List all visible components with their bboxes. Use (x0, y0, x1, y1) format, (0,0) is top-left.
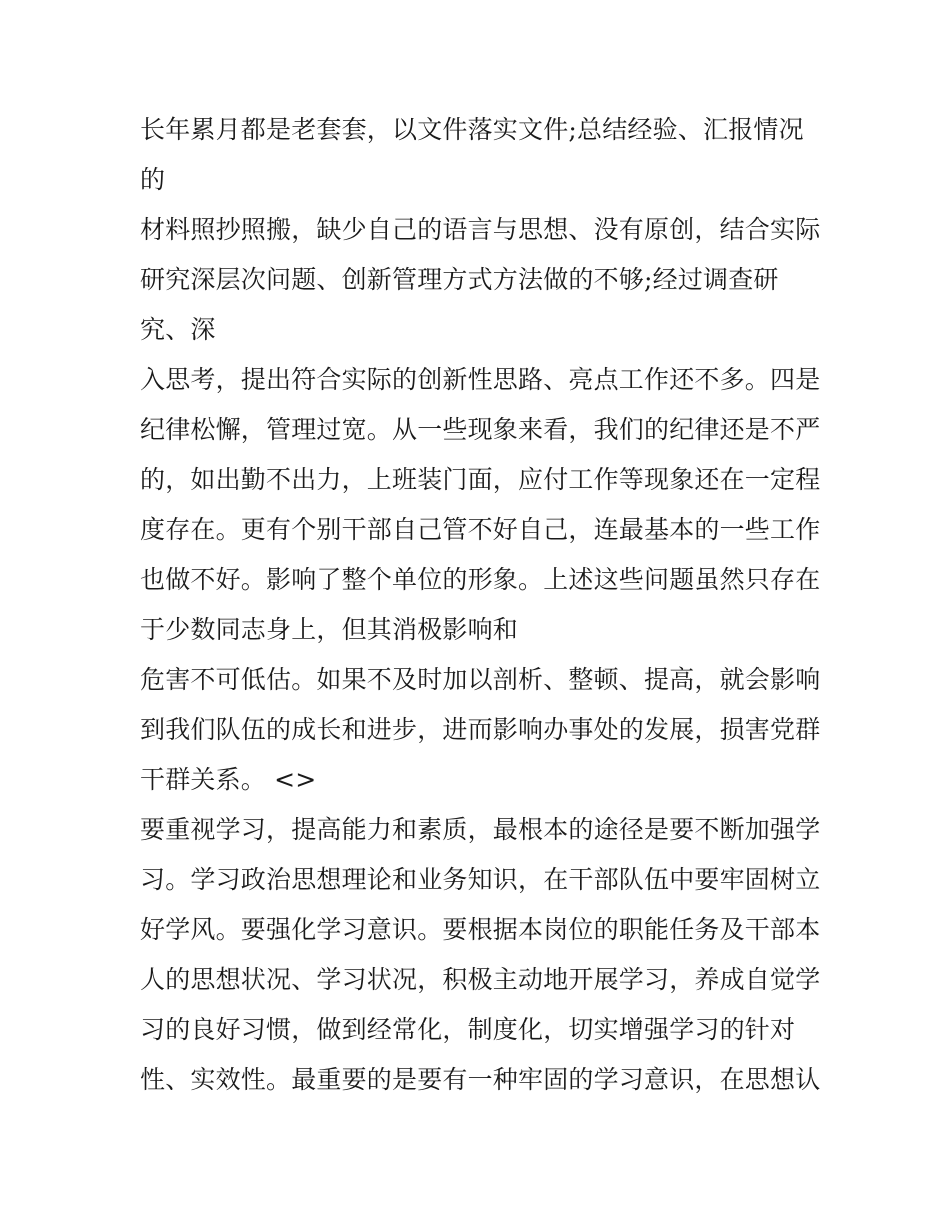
text-line: 纪律松懈，管理过宽。从一些现象来看，我们的纪律还是不严 (140, 415, 821, 444)
text-line: 长年累月都是老套套，以文件落实文件;总结经验、汇报情况 (140, 115, 804, 144)
text-line: 危害不可低估。如果不及时加以剖析、整顿、提高，就会影响 (140, 665, 821, 694)
text-line: 究、深 (140, 315, 216, 344)
text-line: 到我们队伍的成长和进步，进而影响办事处的发展，损害党群 (140, 715, 821, 744)
text-line: 性、实效性。最重要的是要有一种牢固的学习意识，在思想认 (140, 1065, 821, 1094)
text-line: 也做不好。影响了整个单位的形象。上述这些问题虽然只存在 (140, 565, 821, 594)
text-line: 的 (140, 165, 166, 194)
text-line: 习的良好习惯，做到经常化，制度化，切实增强学习的针对 (140, 1015, 796, 1044)
text-line: 干群关系。 <> (140, 765, 317, 794)
text-line: 的，如出勤不出力，上班装门面，应付工作等现象还在一定程 (140, 465, 821, 494)
text-line: 入思考，提出符合实际的创新性思路、亮点工作还不多。四是 (140, 365, 821, 394)
text-line: 习。学习政治思想理论和业务知识，在干部队伍中要牢固树立 (140, 865, 821, 894)
text-line: 材料照抄照搬，缺少自己的语言与思想、没有原创，结合实际 (140, 215, 821, 244)
text-line: 好学风。要强化学习意识。要根据本岗位的职能任务及干部本 (140, 915, 821, 944)
text-line: 于少数同志身上，但其消极影响和 (140, 615, 519, 644)
text-line: 要重视学习，提高能力和素质，最根本的途径是要不断加强学 (140, 815, 821, 844)
text-line: 度存在。更有个别干部自己管不好自己，连最基本的一些工作 (140, 515, 821, 544)
text-line: 人的思想状况、学习状况，积极主动地开展学习，养成自觉学 (140, 965, 821, 994)
text-line: 研究深层次问题、创新管理方式方法做的不够;经过调查研 (140, 265, 779, 294)
